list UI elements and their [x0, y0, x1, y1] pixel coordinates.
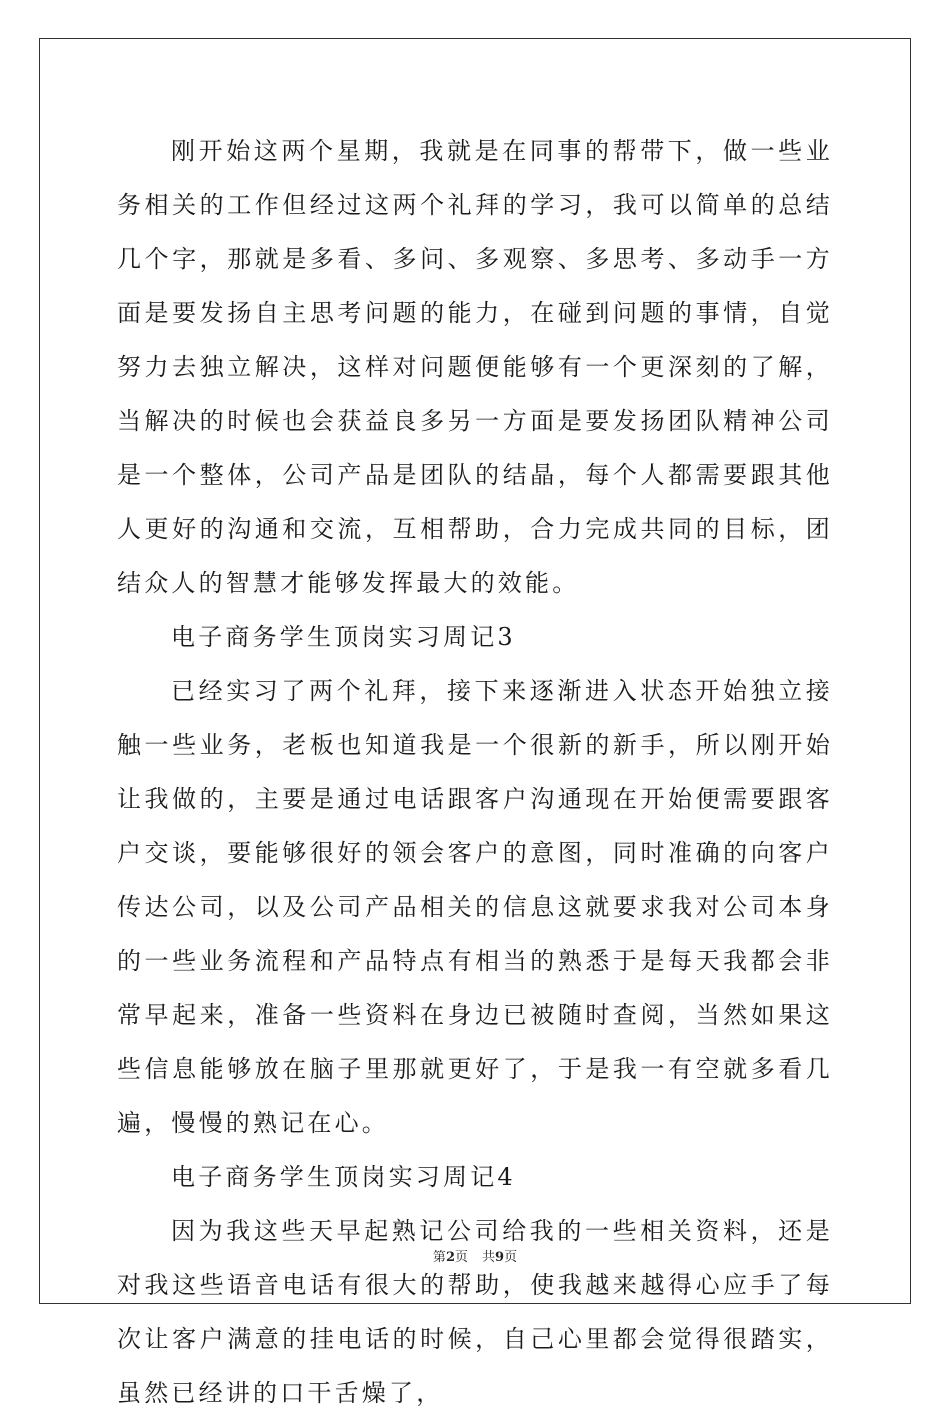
paragraph-week3-body: 已经实习了两个礼拜，接下来逐渐进入状态开始独立接触一些业务，老板也知道我是一个很新的新手，所以刚开始让我做的，主要是通过电话跟客户沟通现在开始便需要跟客户交谈，要能够很好的领会客户的意图，同时准确的向客户传达公司，以及公司产品相关的信息这就要求我对公司本身的一些业务流程和产品特点有相当的熟悉于是每天我都会非常早起来，准备一些资料在身边已被随时查阅，当然如果这些信息能够放在脑子里那就更好了，于是我一有空就多看几遍，慢慢的熟记在心。 — [117, 677, 833, 1137]
section-heading-week4: 电子商务学生顶岗实习周记4 — [171, 1163, 516, 1191]
document-body — [117, 124, 833, 1420]
page-total-number: 9 — [495, 1250, 505, 1265]
total-prefix: 共 — [482, 1250, 496, 1265]
total-unit: 页 — [504, 1250, 518, 1265]
page-prefix: 第 — [432, 1250, 446, 1265]
section-heading-week3: 电子商务学生顶岗实习周记3 — [171, 623, 516, 651]
page-unit: 页 — [454, 1250, 468, 1265]
page-footer — [0, 1246, 950, 1265]
paragraph-week4-body: 因为我这些天早起熟记公司给我的一些相关资料，还是对我这些语音电话有很大的帮助，使我越来越得心应手了每次让客户满意的挂电话的时候，自己心里都会觉得很踏实，虽然已经讲的口干舌燥了， — [117, 1217, 833, 1407]
paragraph-week2-reflection: 刚开始这两个星期，我就是在同事的帮带下，做一些业务相关的工作但经过这两个礼拜的学习，我可以简单的总结几个字，那就是多看、多问、多观察、多思考、多动手一方面是要发扬自主思考问题的能力，在碰到问题的事情，自觉努力去独立解决，这样对问题便能够有一个更深刻的了解，当解决的时候也会获益良多另一方面是要发扬团队精神公司是一个整体，公司产品是团队的结晶，每个人都需要跟其他人更好的沟通和交流，互相帮助，合力完成共同的目标，团结众人的智慧才能够发挥最大的效能。 — [117, 137, 833, 597]
page-current-number: 2 — [445, 1250, 455, 1265]
